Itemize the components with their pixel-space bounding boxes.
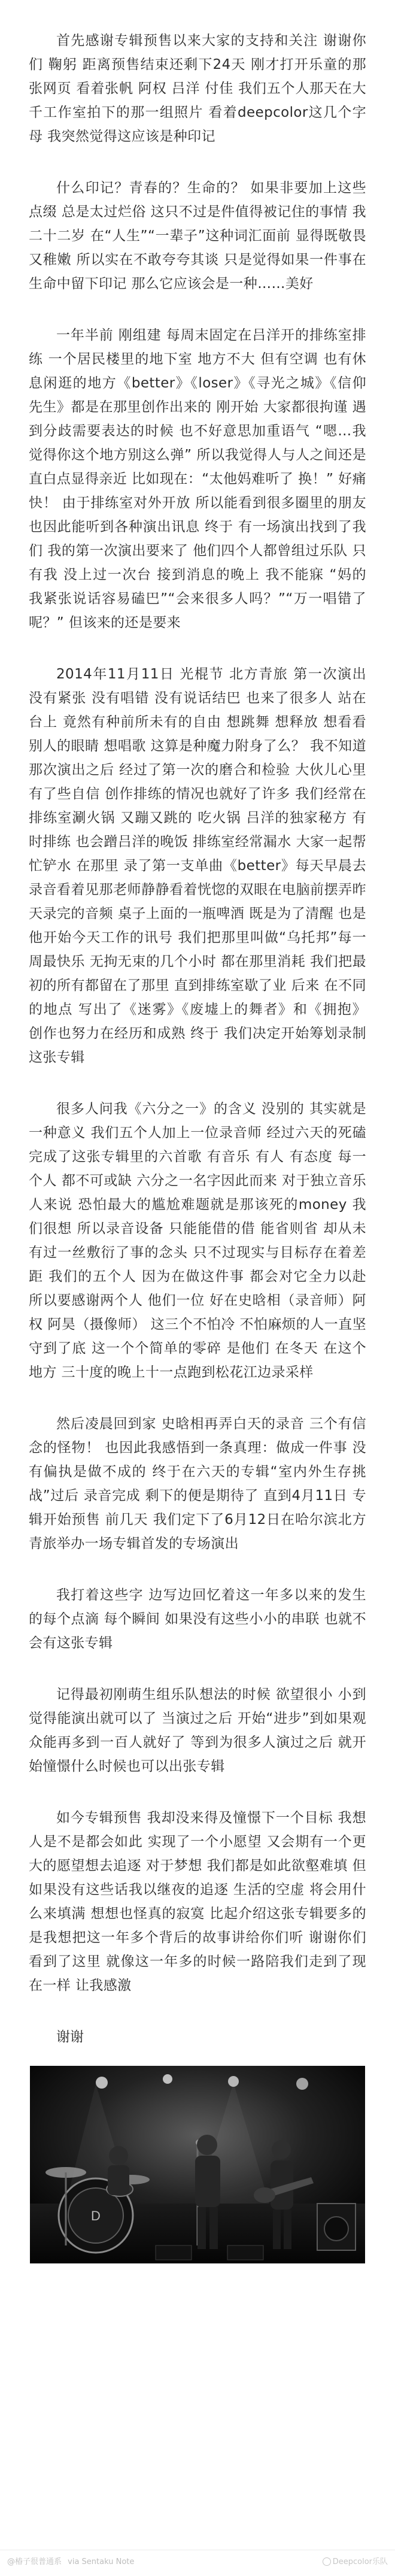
- amplifier: [317, 2204, 356, 2250]
- band-performance-photo: [30, 2066, 365, 2263]
- article-paragraph-7: 我打着这些字 边写边回忆着这一年多以来的发生的每个点滴 每个瞬间 如果没有这些小小的串联 也就不会有这张专辑: [29, 1587, 366, 1651]
- article-paragraph-2: 什么印记？青春的？生命的？ 如果非要加上这些点缀 总是太过烂俗 这只不过是件值得被记住的事情 我二十二岁 在“人生”“一辈子”这种词汇面前 显得既敬畏又稚嫩 所以实在不敢夸夸其谈 只是觉得如果一件事在生命中留下印记 那么它应该会是一种……美好: [29, 180, 366, 292]
- photo-illustration: [30, 2066, 365, 2263]
- footer-author[interactable]: @椿子很普通系: [7, 2557, 62, 2566]
- article-paragraph-5: 很多人问我《六分之一》的含义 没别的 其实就是一种意义 我们五个人加上一位录音师 经过六天的死磕 完成了这张专辑里的六首歌 有音乐 有人 有态度 每一个人 都不可或缺 六分之一名字因此而来 对于独立音乐人来说 恐怕最大的尴尬难题就是那该死的money 我们很想 所以录音设备 只能能借的借 能省则省 却从未有过一丝敷衍了事的念头 只不过现实与目标存在着差距 我们的五个人 因为在做这件事 都会对它全力以赴 所以要感谢两个人 他们一位 好在史晗相（录音师）阿权 阿昊（摄像师） 这三个不怕冷 不怕麻烦的人一直坚守到了底 这一个个简单的零碎 是他们 在冬天 在这个地方 三十度的晚上十一点跑到松花江边录采样: [29, 1101, 366, 1380]
- svg-text:D: D: [91, 2208, 101, 2223]
- article-paragraph-3: 一年半前 刚组建 每周末固定在吕洋开的排练室排练 一个居民楼里的地下室 地方不大 但有空调 也有休息闲逛的地方《better》《loser》《寻光之城》《信仰先生》都是在那里创作出来的 刚开始 大家都很拘谨 遇到分歧需要表达的时候 也不好意思加重语气 “嗯…我觉得你这个地方别这么弹” 所以我觉得人与人之间还是直白点显得亲近 比如现在：“太他妈难听了 换！” 好痛快！ 由于排练室对外开放 所以能看到很多圈里的朋友 也因此能听到各种演出讯息 终于 有一场演出找到了我们 我的第一次演出要来了 他们四个人都曾组过乐队 只有我 没上过一次台 接到消息的晚上 我不能寐 “妈的 我紧张说话容易磕巴”“会来很多人吗？”“万一唱错了呢？” 但该来的还是要来: [29, 328, 366, 631]
- article-paragraph-6: 然后凌晨回到家 史晗相再弄白天的录音 三个有信念的怪物！ 也因此我感悟到一条真理：做成一件事 没有偏执是做不成的 终于在六天的专辑“室内外生存挑战”过后 录音完成 剩下的便是期待了 直到4月11日 专辑开始预售 前几天 我们定下了6月12日在哈尔滨北方青旅举办一场专辑首发的专场演出: [29, 1416, 366, 1551]
- article-paragraph-8: 记得最初刚萌生组乐队想法的时候 欲望很小 小到觉得能演出就可以了 当演过之后 开始“进步”到如果观众能再多到一百人就好了 等到为很多人演过之后 就开始憧憬什么时候也可以出张专辑: [29, 1687, 366, 1774]
- closing-thanks: 谢谢: [56, 2029, 84, 2045]
- watermark-text: Deepcolor乐队: [332, 2557, 388, 2566]
- footer-watermark: [323, 2557, 388, 2568]
- footer-credit: [7, 2557, 134, 2568]
- article-paragraph-1: 首先感谢专辑预售以来大家的支持和关注 谢谢你们 鞠躬 距离预售结束还剩下24天 刚才打开乐童的那张网页 看着张帆 阿权 吕洋 付佳 我们五个人那天在大千工作室拍下的那一组照片 看着deepcolor这几个字母 我突然觉得这应该是种印记: [29, 33, 366, 144]
- article-paragraph-9: 如今专辑预售 我却没来得及憧憬下一个目标 我想人是不是都会如此 实现了一个小愿望 又会期有一个更大的愿望想去追逐 对于梦想 我们都是如此欲壑难填 但如果没有这些话我以继夜的追逐 生活的空虚 将会用什么来填满 想想也怪真的寂寞 比起介绍这张专辑要多的 是我想把这一年多个背后的故事讲给你们听 谢谢你们看到了这里 就像这一年多的时候一路陪我们走到了现在一样 让我感激: [29, 1810, 366, 1993]
- footer: [0, 2554, 395, 2572]
- footer-via: via Sentaku Note: [68, 2557, 135, 2566]
- weibo-watermark-icon: [323, 2557, 331, 2566]
- drummer-figure: [108, 2146, 129, 2195]
- article-body: [29, 29, 366, 2263]
- article-paragraph-4: 2014年11月11日 光棍节 北方青旅 第一次演出 没有紧张 没有唱错 没有说话结巴 也来了很多人 站在台上 竟然有种前所未有的自由 想跳舞 想释放 想看看别人的眼睛 想唱歌 这算是种魔力附身了么？ 我不知道 那次演出之后 经过了第一次的磨合和检验 大伙儿心里有了些自信 创作排练的情况也就好了许多 我们经常在排练室涮火锅 又蹦又跳的 吃火锅 吕洋的独家秘方 有时排练 也会蹭吕洋的晚饭 排练室经常漏水 大家一起帮忙铲水 在那里 录了第一支单曲《better》每天早晨去录音看着见那老师静静看着恍惚的双眼在电脑前摆弄昨天录完的音频 桌子上面的一瓶啤酒 既是为了清醒 也是他开始今天工作的讯号 我们把那里叫做“乌托邦”每一周最快乐 无拘无束的几个小时 都在那里消耗 我们把最初的所有都留在了那里 直到排练室歇了业 后来 在不同的地点 写出了《迷雾》《废墟上的舞者》和《拥抱》 创作也努力在经历和成熟 终于 我们决定开始筹划录制这张专辑: [29, 666, 366, 1065]
